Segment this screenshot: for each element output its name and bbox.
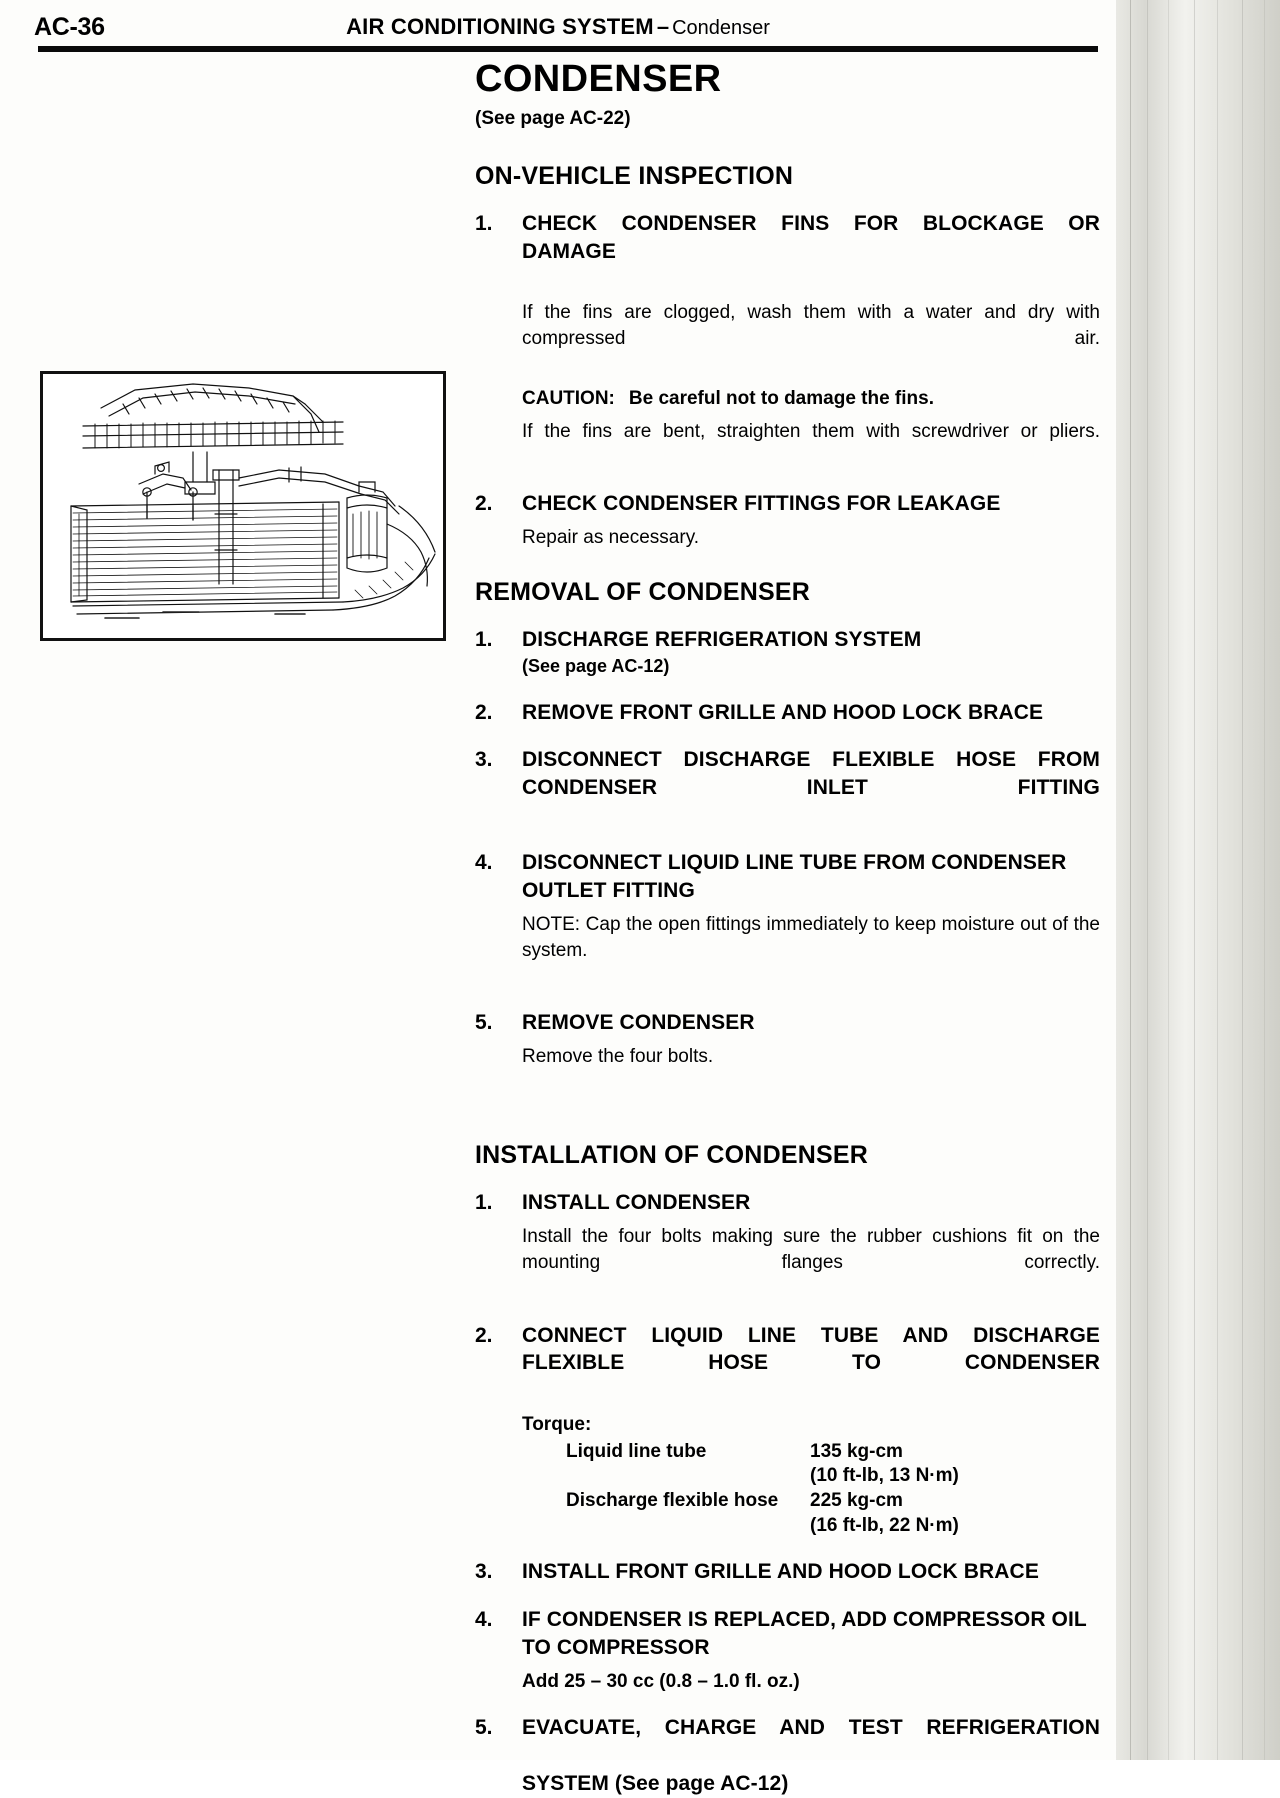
step-item: [475, 699, 1100, 727]
torque-item-value: 225 kg-cm: [810, 1490, 903, 1512]
torque-item-subvalue: (10 ft-lb, 13 N·m): [810, 1465, 959, 1487]
step-note: NOTE: Cap the open fittings immediately to keep moisture out of the system.: [522, 913, 1100, 961]
torque-item-name: Liquid line tube: [566, 1440, 707, 1462]
running-title-main: AIR CONDITIONING SYSTEM: [346, 14, 654, 39]
torque-item-value: 135 kg-cm: [810, 1440, 903, 1462]
step-number: 1.: [475, 628, 493, 652]
step-heading: DISCHARGE REFRIGERATION SYSTEM: [522, 628, 922, 652]
condenser-figure: [40, 371, 446, 641]
step-number: 4.: [475, 1608, 493, 1632]
step-heading: CHECK CONDENSER FITTINGS FOR LEAKAGE: [522, 492, 1001, 516]
step-number: 5.: [475, 1716, 493, 1740]
step-number: 3.: [475, 1560, 493, 1584]
step-number: 5.: [475, 1011, 493, 1035]
section-heading-on-vehicle-inspection: ON-VEHICLE INSPECTION: [475, 161, 794, 190]
step-number: 2.: [475, 492, 493, 516]
page-title-reference: (See page AC-22): [475, 107, 631, 129]
step-number: 2.: [475, 1323, 493, 1347]
caution-text: Be careful not to damage the fins.: [628, 387, 934, 409]
caution-notice: [522, 386, 1100, 412]
step-paragraph: Install the four bolts making sure the rubber cushions fit on the mounting flanges correctly.: [522, 1226, 1100, 1273]
page-header: [0, 0, 1116, 50]
section-heading-installation-of-condenser: INSTALLATION OF CONDENSER: [475, 1140, 868, 1169]
step-item: [475, 1606, 1100, 1694]
section-heading-removal-of-condenser: REMOVAL OF CONDENSER: [475, 577, 811, 606]
caution-label: CAUTION:: [522, 387, 615, 409]
step-item: [475, 1009, 1100, 1070]
step-number: 1.: [475, 212, 493, 236]
step-item: [475, 1322, 1100, 1539]
page-folio: AC-36: [34, 13, 105, 41]
content-column: [475, 60, 1100, 1798]
condenser-figure-drawing: [43, 374, 443, 638]
scan-gutter: [1116, 0, 1280, 1760]
step-heading-continued: SYSTEM (See page AC-12): [522, 1771, 789, 1795]
step-item: [475, 1189, 1100, 1301]
step-item: [475, 849, 1100, 989]
step-number: 4.: [475, 851, 493, 875]
step-paragraph: Repair as necessary.: [522, 527, 700, 549]
step-heading: IF CONDENSER IS REPLACED, ADD COMPRESSOR OIL TO COMPRESSOR: [522, 1608, 1087, 1659]
step-item: [475, 626, 1100, 678]
step-heading: DISCONNECT DISCHARGE FLEXIBLE HOSE FROM CONDENSER INLET FITTING: [522, 748, 1100, 799]
step-number: 2.: [475, 700, 493, 724]
step-heading: DISCONNECT LIQUID LINE TUBE FROM CONDENSER OUTLET FITTING: [522, 851, 1067, 903]
torque-item-name: Discharge flexible hose: [566, 1490, 779, 1512]
page-title: CONDENSER: [475, 58, 722, 100]
step-item: [475, 1714, 1100, 1797]
step-paragraph: Remove the four bolts.: [522, 1046, 714, 1068]
torque-label: Torque:: [522, 1413, 592, 1435]
step-paragraph: Add 25 – 30 cc (0.8 – 1.0 fl. oz.): [522, 1670, 800, 1692]
step-heading: INSTALL FRONT GRILLE AND HOOD LOCK BRACE: [522, 1560, 1039, 1584]
step-item: [475, 490, 1100, 551]
step-heading: REMOVE FRONT GRILLE AND HOOD LOCK BRACE: [522, 700, 1044, 724]
torque-table: [566, 1440, 1100, 1539]
step-heading: EVACUATE, CHARGE AND TEST REFRIGERATION: [522, 1716, 1100, 1740]
torque-item-subvalue: (16 ft-lb, 22 N·m): [810, 1514, 959, 1536]
running-title: [0, 14, 1116, 40]
step-heading: CONNECT LIQUID LINE TUBE AND DISCHARGE FLEXIBLE HOSE TO CONDENSER: [522, 1323, 1100, 1375]
step-number: 3.: [475, 748, 493, 772]
step-heading: REMOVE CONDENSER: [522, 1011, 755, 1035]
step-item: [475, 1558, 1100, 1586]
step-item: [475, 746, 1100, 829]
step-number: 1.: [475, 1191, 493, 1215]
step-reference: (See page AC-12): [522, 656, 670, 677]
torque-row: [566, 1440, 1100, 1465]
header-rule: [38, 46, 1098, 52]
step-heading: INSTALL CONDENSER: [522, 1191, 751, 1215]
running-title-dash: –: [656, 14, 670, 39]
step-heading: CHECK CONDENSER FINS FOR BLOCKAGE OR DAMAGE: [522, 212, 1100, 263]
running-title-sub: Condenser: [672, 17, 770, 39]
torque-row: [566, 1489, 1100, 1514]
step-item: [475, 210, 1100, 470]
step-paragraph: If the fins are clogged, wash them with a water and dry with compressed air.: [522, 302, 1100, 350]
step-paragraph: If the fins are bent, straighten them with screwdriver or pliers.: [522, 420, 1100, 442]
